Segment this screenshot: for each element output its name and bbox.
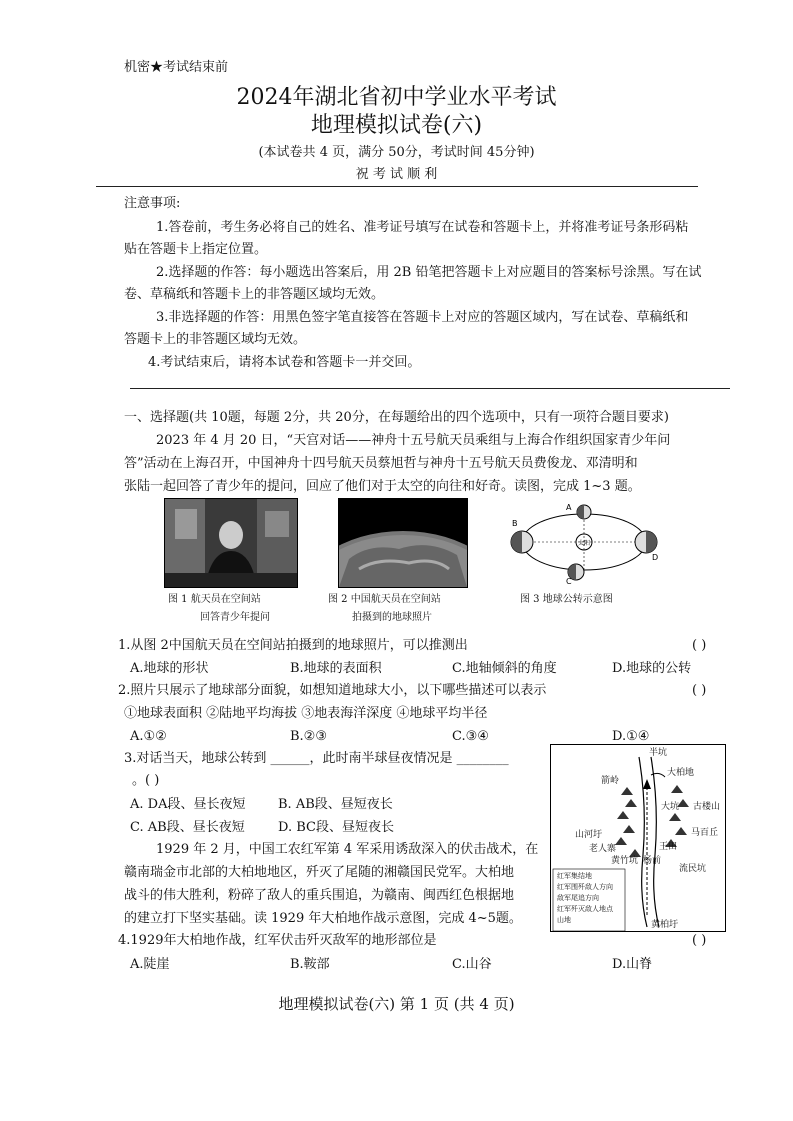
- battle-map: [550, 744, 726, 932]
- notes-divider: [130, 388, 730, 389]
- note-line: 4.考试结束后，请将本试卷和答题卡一并交回。: [148, 355, 421, 370]
- map-place: 箭岭: [601, 776, 620, 786]
- legend-item: 红军围歼敌人方向: [557, 883, 613, 891]
- q1-option-c[interactable]: C.地轴倾斜的角度: [452, 661, 557, 676]
- orbit-label-d: D: [652, 553, 659, 562]
- passage-line: 的建立打下坚实基础。读 1929 年大柏地作战示意图，完成 4~5题。: [124, 911, 522, 926]
- map-place: 大坑: [661, 802, 680, 812]
- q1-option-a[interactable]: A.地球的形状: [130, 661, 209, 676]
- notes-heading: 注意事项:: [124, 196, 181, 211]
- q1-stem: 1.从图 2中国航天员在空间站拍摄到的地球照片，可以推测出: [118, 638, 468, 653]
- passage-line: 1929 年 2 月，中国工农红军第 4 军采用诱敌深入的伏击战术，在: [156, 842, 539, 857]
- section-heading: 一、选择题(共 10题，每题 2分，共 20分，在每题给出的四个选项中，只有一项符合题目要求): [124, 410, 669, 425]
- q2-stem: 2.照片只展示了地球部分面貌，如想知道地球大小，以下哪些描述可以表示: [118, 683, 547, 698]
- q3-stem-end: 。( ): [132, 773, 160, 788]
- earth-photo: [338, 498, 468, 588]
- q4-option-c[interactable]: C.山谷: [452, 957, 492, 972]
- map-place: 杨前: [643, 856, 662, 866]
- note-line: 贴在答题卡上指定位置。: [124, 242, 268, 257]
- q3-stem: 3.对话当天，地球公转到 ______，此时南半球昼夜情况是 ________: [124, 751, 509, 766]
- fig1-caption: 图 1 航天员在空间站: [168, 594, 261, 605]
- q2-option-a[interactable]: A.①②: [130, 729, 167, 744]
- orbit-label-a: A: [566, 503, 572, 512]
- legend-item: 敌军尾追方向: [557, 894, 599, 902]
- map-place: 黄竹坑: [611, 856, 639, 866]
- fig2-caption: 图 2 中国航天员在空间站: [328, 594, 441, 605]
- q4-option-a[interactable]: A.陡崖: [130, 957, 170, 972]
- intro-line: 2023 年 4 月 20 日，“天宫对话——神舟十五号航天员乘组与上海合作组织国家青少年问: [156, 433, 671, 448]
- map-place: 王田: [659, 842, 678, 852]
- map-place: 马百丘: [691, 828, 719, 838]
- q4-answer-paren: ( ): [692, 933, 707, 948]
- note-line: 2.选择题的作答：每小题选出答案后，用 2B 铅笔把答题卡上对应题目的答案标号涂黑。写在试: [156, 265, 702, 280]
- map-place: 山河圩: [575, 830, 603, 840]
- fig3-caption: 图 3 地球公转示意图: [520, 594, 613, 605]
- q2-option-d[interactable]: D.①④: [612, 729, 650, 744]
- note-line: 1.答卷前，考生务必将自己的姓名、准考证号填写在试卷和答题卡上，并将准考证号条形码粘: [156, 220, 689, 235]
- q3-option-d[interactable]: D. BC段、昼短夜长: [278, 820, 394, 835]
- map-place: 半坑: [649, 748, 668, 758]
- map-place: 老人寨: [589, 844, 617, 854]
- orbit-label-c: C: [566, 577, 572, 586]
- legend-item: 红军集结地: [557, 872, 592, 880]
- map-legend: [557, 871, 613, 926]
- map-place: 古楼山: [693, 802, 721, 812]
- exam-info: (本试卷共 4 页，满分 50分，考试时间 45分钟): [258, 145, 535, 160]
- fig1-caption-2: 回答青少年提问: [200, 612, 270, 623]
- q3-option-b[interactable]: B. AB段、昼短夜长: [278, 797, 393, 812]
- q1-option-d[interactable]: D.地球的公转: [612, 661, 692, 676]
- exam-subtitle: 地理模拟试卷(六): [310, 113, 483, 138]
- intro-line: 答”活动在上海召开，中国神舟十四号航天员蔡旭哲与神舟十五号航天员费俊龙、邓清明和: [124, 456, 638, 471]
- note-line: 3.非选择题的作答：用黑色签字笔直接答在答题卡上对应的答题区域内，写在试卷、草稿纸和: [156, 310, 689, 325]
- passage-line: 赣南瑞金市北部的大柏地地区，歼灭了尾随的湘赣国民党军。大柏地: [124, 865, 515, 880]
- intro-line: 张陆一起回答了青少年的提问，回应了他们对于太空的向往和好奇。读图，完成 1~3 题。: [124, 479, 641, 494]
- map-place: 黄柏圩: [651, 920, 679, 930]
- astronaut-photo: [164, 498, 298, 588]
- q2-option-b[interactable]: B.②③: [290, 729, 327, 744]
- note-line: 答题卡上的非答题区域均无效。: [124, 332, 307, 347]
- page-footer: 地理模拟试卷(六) 第 1 页 (共 4 页): [278, 995, 515, 1013]
- fig2-caption-2: 拍摄到的地球照片: [352, 612, 432, 623]
- legend-item: 红军歼灭敌人地点: [557, 905, 613, 913]
- passage-line: 战斗的伟大胜利，粉碎了敌人的重兵围追，为赣南、闽西红色根据地: [124, 888, 515, 903]
- q2-sub-items: ①地球表面积 ②陆地平均海拔 ③地表海洋深度 ④地球平均半径: [124, 706, 488, 721]
- note-line: 卷、草稿纸和答题卡上的非答题区域均无效。: [124, 287, 385, 302]
- q4-option-d[interactable]: D.山脊: [612, 957, 653, 972]
- map-place: 大柏地: [667, 768, 695, 778]
- blessing: 祝 考 试 顺 利: [355, 167, 438, 182]
- q4-stem: 4.1929年大柏地作战，红军伏击歼灭敌军的地形部位是: [118, 933, 437, 948]
- svg-text:太阳: 太阳: [577, 540, 591, 547]
- exam-title: 2024年湖北省初中学业水平考试: [236, 85, 557, 110]
- q1-option-b[interactable]: B.地球的表面积: [290, 661, 382, 676]
- q1-answer-paren: ( ): [692, 638, 707, 653]
- orbit-label-b: B: [512, 519, 518, 528]
- map-place: 流民坑: [679, 864, 707, 874]
- legend-item: 山地: [557, 916, 571, 924]
- q2-option-c[interactable]: C.③④: [452, 729, 489, 744]
- q4-option-b[interactable]: B.鞍部: [290, 957, 330, 972]
- q3-option-a[interactable]: A. DA段、昼长夜短: [130, 797, 246, 812]
- header-divider: [96, 186, 698, 187]
- confidential-mark: 机密★考试结束前: [124, 60, 229, 75]
- q2-answer-paren: ( ): [692, 683, 707, 698]
- q3-option-c[interactable]: C. AB段、昼长夜短: [130, 820, 245, 835]
- orbit-diagram: [506, 496, 666, 588]
